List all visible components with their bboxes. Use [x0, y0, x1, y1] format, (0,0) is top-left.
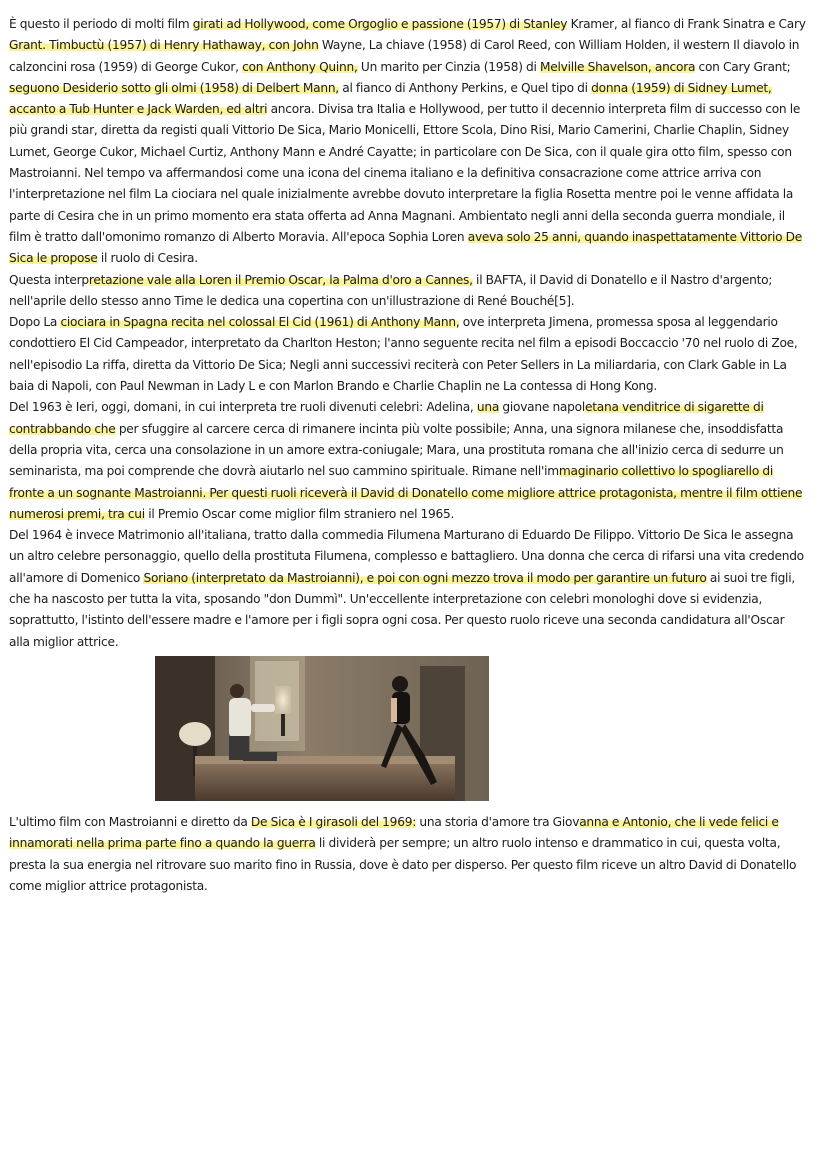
paragraph-hollywood-period [9, 14, 808, 270]
highlighted-text: Soriano (interpretato da Mastroianni), e poi con ogni mezzo trova il modo per garantire un futuro [143, 570, 707, 585]
highlighted-text: Melville Shavelson, ancora [540, 59, 696, 74]
film-still-photo [155, 656, 489, 801]
body-text: Del 1963 è Ieri, oggi, domani, in cui interpreta tre ruoli divenuti celebri: Adelina, [9, 400, 477, 415]
highlighted-text: ciociara in Spagna recita nel colossal El Cid (1961) di Anthony Mann, [60, 315, 460, 330]
highlighted-text: De Sica è I girasoli del 1969: [250, 814, 417, 829]
highlighted-text: seguono Desiderio sotto gli olmi (1958) di Delbert Mann, [9, 80, 339, 95]
body-text: Del 1964 è invece Matrimonio all'italiana, tratto dalla commedia Filumena Marturano di Eduardo De Filippo. Vittorio De Sica le assegna un altro celebre personaggio, quello della prostituta Filumena, complesso e battagliero. Una donna che cerca di rifarsi una vita credendo all'amore di Domenico [9, 528, 804, 585]
paragraph-oscar-win [9, 270, 808, 313]
body-text: L'ultimo film con Mastroianni e diretto da [9, 814, 251, 829]
body-text: Kramer, al fianco di Frank Sinatra e Cary [567, 17, 806, 31]
highlighted-text: maginario collettivo lo spogliarello di fronte a un sognante Mastroianni. Per questi ruoli riceverà il David di Donatello come migliore attrice protagonista, mentre il film ottiene numerosi premi, tra cui [9, 464, 803, 521]
highlighted-text: anna e Antonio, che li vede felici e innamorati nella prima parte fino a quando la guerra [9, 814, 779, 851]
highlighted-text: Grant. Timbuctù (1957) di Henry Hathaway, con John [9, 38, 319, 53]
body-text: È questo il periodo di molti film [9, 17, 193, 31]
paragraph-i-girasoli [9, 812, 808, 897]
body-text: Wayne, La chiave (1958) di Carol Reed, con William Holden, il western Il diavolo in calzoncini rosa (1959) di George Cukor, [9, 38, 800, 74]
paragraph-matrimonio-all-italiana [9, 525, 808, 653]
highlighted-text: con Anthony Quinn, [242, 59, 358, 74]
body-text: per sfuggire al carcere cerca di rimanere incinta più volte possibile; Anna, una signora milanese che, insoddisfatta della propria vita, cerca una consolazione in un amore extra-coniugale; Mara, una prostituta romana che all'inizio cerca di sedurre un seminarista, ma poi comprende che dovrà aiutarlo nel suo cammino spirituale. Rimane nell'im [9, 421, 784, 479]
body-text: giovane napol [499, 400, 585, 415]
body-text: Dopo La [9, 315, 61, 330]
body-text: Questa interp [9, 272, 89, 287]
body-text: li dividerà per sempre; un altro ruolo intenso e drammatico in cui, questa volta, presta la sua energia nel ritrovare suo marito fino in Russia, dove è dato per disperso. Per questo film riceve un altro David di Donatello come miglior attrice protagonista. [9, 836, 797, 893]
highlighted-text: aveva solo 25 anni, quando inaspettatamente Vittorio De Sica le propose [9, 229, 803, 266]
highlighted-text: donna (1959) di Sidney Lumet, accanto a Tub Hunter e Jack Warden, ed altri [9, 80, 772, 117]
highlighted-text: etana venditrice di sigarette di contrabbando che [9, 400, 764, 436]
body-text: il ruolo di Cesira. [97, 251, 198, 266]
paragraph-el-cid [9, 312, 808, 397]
body-text: il Premio Oscar come miglior film straniero nel 1965. [144, 506, 455, 521]
highlighted-text: una [476, 400, 500, 415]
highlighted-text: girati ad Hollywood, come Orgoglio e passione (1957) di Stanley [192, 17, 568, 31]
paragraph-ieri-oggi-domani [9, 397, 808, 525]
body-text: con Cary Grant; [695, 59, 791, 74]
body-text: ai suoi tre figli, che ha nascosto per tutta la vita, sposando "don Dummì". Un'eccellente interpretazione con celebri monologhi dove si evidenzia, soprattutto, l'istinto dell'essere madre e l'amore per i figli sopra ogni cosa. Per questo ruolo riceve una seconda candidatura all'Oscar alla miglior attrice. [9, 570, 795, 649]
body-text: al fianco di Anthony Perkins, e Quel tipo di [338, 80, 592, 95]
highlighted-text: retazione vale alla Loren il Premio Oscar, la Palma d'oro a Cannes, [88, 272, 473, 287]
body-text: ancora. Divisa tra Italia e Hollywood, per tutto il decennio interpreta film di successo con le più grandi star, diretta da registi quali Vittorio De Sica, Mario Monicelli, Ettore Scola, Dino Risi, Mario Camerini, Charlie Chaplin, Sidney Lumet, George Cukor, Michael Curtiz, Anthony Mann e André Cayatte; in particolare con De Sica, con il quale gira otto film, spesso con Mastroianni. Nel tempo va affermandosi come una icona del cinema italiano e la definitiva consacrazione come attrice arriva con l'interpretazione nel film La ciociara nel quale inizialmente avrebbe dovuto interpretare la figlia Rosetta mentre poi le venne affidata la parte di Cesira che in un primo momento era stata offerta ad Anna Magnani. Ambientato negli anni della seconda guerra mondiale, il film è tratto dall'omonimo romanzo di Alberto Moravia. All'epoca Sophia Loren [9, 102, 801, 244]
body-text: il BAFTA, il David di Donatello e il Nastro d'argento; nell'aprile dello stesso anno Time le dedica una copertina con un'illustrazione di René Bouché[5]. [9, 272, 773, 308]
body-text: Un marito per Cinzia (1958) di [357, 59, 540, 74]
body-text: una storia d'amore tra Giov [416, 814, 580, 829]
film-still-illustration [155, 656, 489, 801]
body-text: ove interpreta Jimena, promessa sposa al leggendario condottiero El Cid Campeador, interpretato da Charlton Heston; l'anno seguente recita nel film a episodi Boccaccio '70 nel ruolo di Zoe, nell'episodio La riffa, diretta da Vittorio De Sica; Negli anni successivi reciterà con Peter Sellers in La miliardaria, con Clark Gable in La baia di Napoli, con Paul Newman in Lady L e con Marlon Brando e Charlie Chaplin ne La contessa di Hong Kong. [9, 315, 798, 394]
